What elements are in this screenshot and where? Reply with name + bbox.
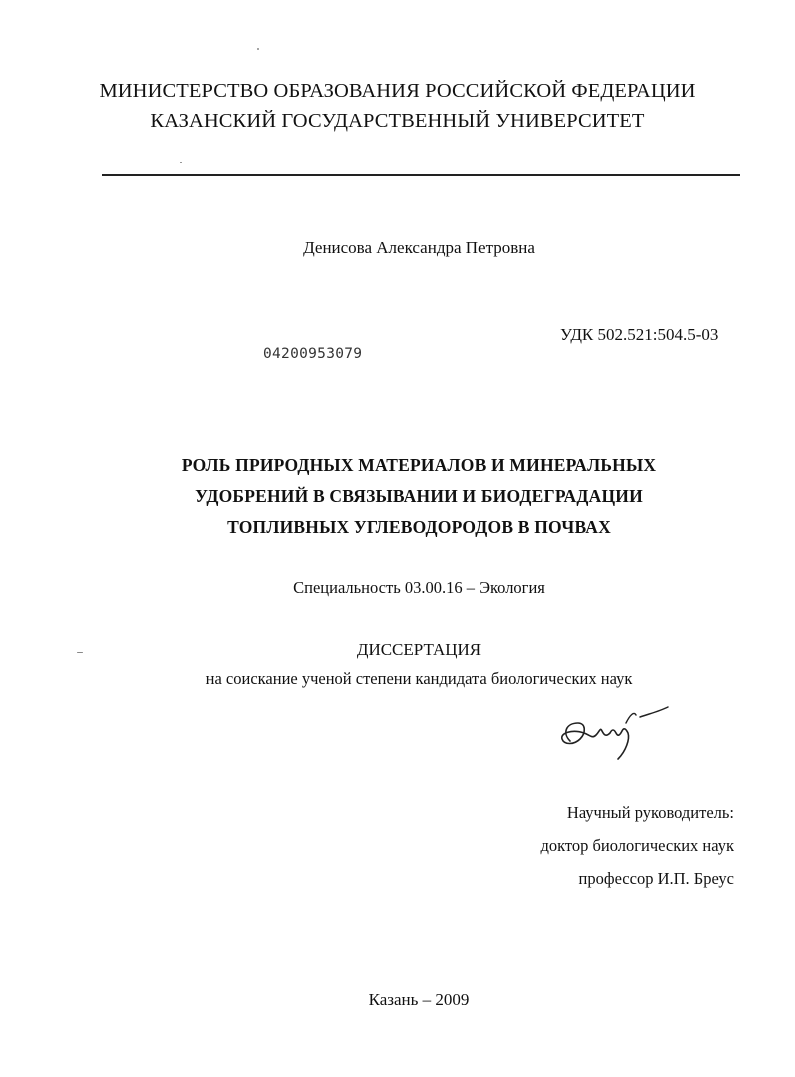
- supervisor-name: профессор И.П. Бреус: [578, 869, 734, 888]
- signature-icon: [556, 693, 696, 769]
- inventory-number: 04200953079: [263, 346, 363, 362]
- place-year: Казань – 2009: [368, 990, 470, 1009]
- specialty: Специальность 03.00.16 – Экология: [293, 578, 545, 597]
- scan-speck: [180, 162, 182, 163]
- title-line: УДОБРЕНИЙ В СВЯЗЫВАНИИ И БИОДЕГРАДАЦИИ: [195, 486, 643, 506]
- scan-speck: [257, 48, 259, 50]
- dissertation-subtitle: на соискание ученой степени кандидата биологических наук: [205, 669, 633, 688]
- author-name: Денисова Александра Петровна: [303, 238, 535, 257]
- dissertation-heading: ДИССЕРТАЦИЯ: [356, 640, 482, 659]
- scan-speck: [77, 652, 83, 653]
- supervisor-block: [460, 796, 734, 895]
- ministry-name: МИНИСТЕРСТВО ОБРАЗОВАНИЯ РОССИЙСКОЙ ФЕДЕРАЦИИ: [99, 80, 696, 102]
- header-divider: [102, 174, 740, 176]
- title-line: РОЛЬ ПРИРОДНЫХ МАТЕРИАЛОВ И МИНЕРАЛЬНЫХ: [181, 455, 657, 475]
- supervisor-label: Научный руководитель:: [566, 803, 734, 822]
- udk-code: УДК 502.521:504.5-03: [560, 325, 719, 344]
- title-line: ТОПЛИВНЫХ УГЛЕВОДОРОДОВ В ПОЧВАХ: [227, 517, 611, 537]
- dissertation-title: [0, 450, 795, 543]
- supervisor-degree: доктор биологических наук: [540, 836, 734, 855]
- university-name: КАЗАНСКИЙ ГОСУДАРСТВЕННЫЙ УНИВЕРСИТЕТ: [150, 110, 645, 132]
- header-block: [0, 76, 795, 136]
